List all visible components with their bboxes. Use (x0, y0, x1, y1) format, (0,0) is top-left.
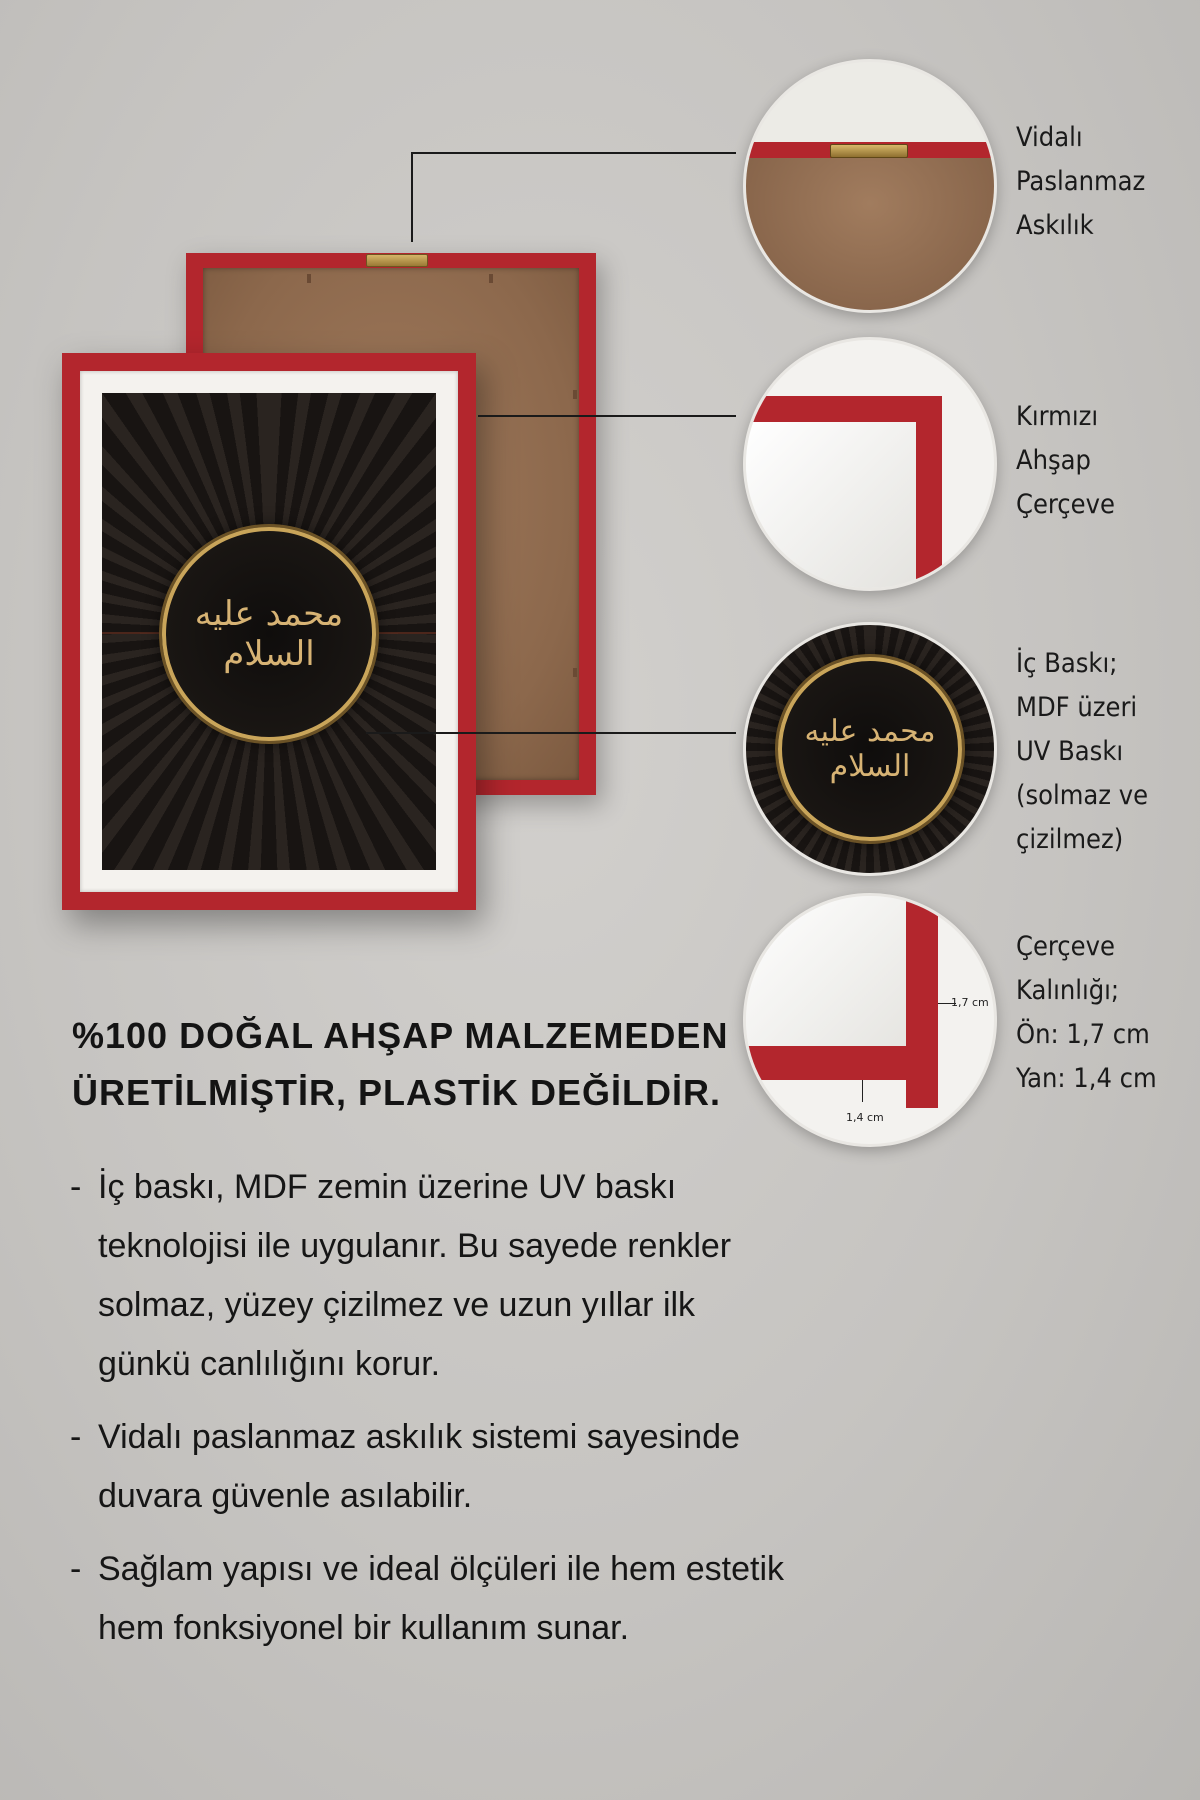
calligraphy-text: محمد عليه السلام (804, 714, 936, 784)
clip-icon (573, 390, 577, 399)
front-thickness-label: 1,7 cm (951, 996, 989, 1009)
side-thickness-label: 1,4 cm (846, 1111, 884, 1124)
print-detail-circle (743, 622, 997, 876)
leader-line-hanger-v (411, 152, 413, 242)
hanger-detail-circle (743, 59, 997, 313)
bullet-item: - Sağlam yapısı ve ideal ölçüleri ile hem estetik hem fonksiyonel bir kullanım sunar. (64, 1540, 784, 1658)
calligraphy-medallion (778, 657, 962, 841)
feature-label-thickness: Çerçeve Kalınlığı; Ön: 1,7 cm Yan: 1,4 cm (1016, 931, 1157, 1094)
clip-icon (307, 274, 311, 283)
feature-label-hanger: Vidalı Paslanmaz Askılık (1016, 122, 1146, 241)
feature-label-frame: Kırmızı Ahşap Çerçeve (1016, 401, 1115, 520)
artwork-print (102, 393, 436, 870)
leader-line-frame (478, 415, 736, 417)
leader-line-print (366, 732, 736, 734)
frame-front-view (62, 353, 476, 910)
hanger-icon (366, 254, 428, 267)
thickness-detail-circle (743, 893, 997, 1147)
passepartout (80, 371, 458, 892)
calligraphy-text: محمد عليه السلام (194, 594, 344, 674)
feature-label-print: İç Baskı; MDF üzeri UV Baskı (solmaz ve çizilmez) (1016, 648, 1149, 855)
calligraphy-medallion (162, 527, 376, 741)
bullet-item: - İç baskı, MDF zemin üzerine UV baskı teknolojisi ile uygulanır. Bu sayede renkler solmaz, yüzey çizilmez ve uzun yıllar ilk günkü canlılığını korur. (64, 1158, 784, 1394)
leader-line-hanger-h (411, 152, 736, 154)
clip-icon (489, 274, 493, 283)
frame-corner-detail-circle (743, 337, 997, 591)
hanger-icon (830, 144, 908, 158)
bullet-item: - Vidalı paslanmaz askılık sistemi sayesinde duvara güvenle asılabilir. (64, 1408, 784, 1526)
feature-bullet-list (64, 1158, 784, 1672)
material-headline: %100 DOĞAL AHŞAP MALZEMEDEN ÜRETİLMİŞTİR, PLASTİK DEĞİLDİR. (72, 1015, 729, 1113)
clip-icon (573, 668, 577, 677)
